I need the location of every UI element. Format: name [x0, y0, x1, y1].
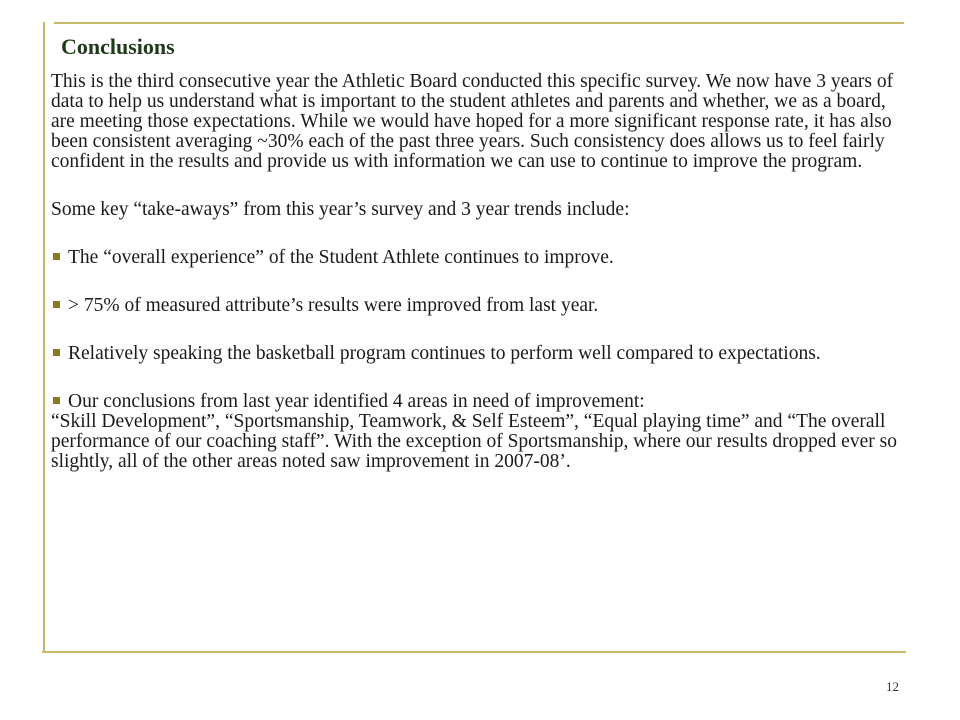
- left-accent-line: [43, 22, 45, 652]
- slide-body: [51, 72, 911, 472]
- page-number: 12: [886, 679, 899, 694]
- bottom-accent-line: [42, 651, 906, 653]
- bullet-item: [51, 248, 911, 268]
- square-bullet-icon: [53, 301, 60, 308]
- bullet-text: Our conclusions from last year identified 4 areas in need of improvement:: [68, 391, 645, 412]
- square-bullet-icon: [53, 253, 60, 260]
- top-accent-line: [54, 22, 904, 24]
- bullet-text: The “overall experience” of the Student Athlete continues to improve.: [68, 247, 614, 268]
- slide-title: Conclusions: [61, 34, 175, 59]
- bullet-text: Relatively speaking the basketball program continues to perform well compared to expectations.: [68, 343, 821, 364]
- bullet-item: [51, 344, 911, 364]
- bullet-text: > 75% of measured attribute’s results were improved from last year.: [68, 295, 599, 316]
- bullet-item: [51, 392, 911, 412]
- lead-paragraph: Some key “take-aways” from this year’s survey and 3 year trends include:: [51, 199, 630, 220]
- square-bullet-icon: [53, 349, 60, 356]
- continuation-paragraph: “Skill Development”, “Sportsmanship, Teamwork, & Self Esteem”, “Equal playing time” and “The overall performance of our coaching staff”. With the exception of Sportsmanship, where our results dropped ever so slightly, all of the other areas noted saw improvement in 2007-08’.: [51, 411, 897, 472]
- square-bullet-icon: [53, 397, 60, 404]
- bullet-item: [51, 296, 911, 316]
- intro-paragraph: This is the third consecutive year the Athletic Board conducted this specific survey. We now have 3 years of data to help us understand what is important to the student athletes and parents and whether, we as a board, are meeting those expectations. While we would have hoped for a more significant response rate, it has also been consistent averaging ~30% each of the past three years. Such consistency does allows us to feel fairly confident in the results and provide us with information we can use to continue to improve the program.: [51, 71, 894, 172]
